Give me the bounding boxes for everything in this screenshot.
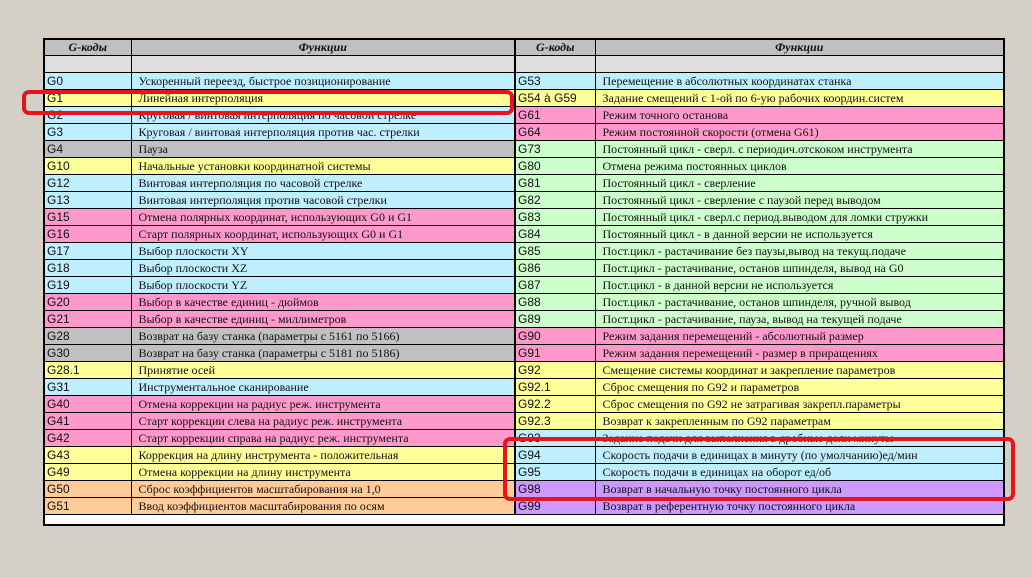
right-code-cell: G91 xyxy=(515,345,595,362)
header-left-functions: Функции xyxy=(131,40,515,56)
right-function-cell: Режим точного останова xyxy=(595,107,1003,124)
right-code-cell: G84 xyxy=(515,226,595,243)
left-function-cell: Выбор плоскости XZ xyxy=(131,260,515,277)
left-code-cell: G42 xyxy=(45,430,131,447)
left-function-cell: Начальные установки координатной системы xyxy=(131,158,515,175)
table-row xyxy=(45,379,1003,396)
right-code-cell: G61 xyxy=(515,107,595,124)
table-row xyxy=(45,396,1003,413)
table-row xyxy=(45,328,1003,345)
right-code-cell: G54 à G59 xyxy=(515,90,595,107)
right-code-cell: G81 xyxy=(515,175,595,192)
right-function-cell: Пост.цикл - растачивание, останов шпинделя, ручной вывод xyxy=(595,294,1003,311)
gcode-table xyxy=(45,40,1003,515)
right-code-cell: G87 xyxy=(515,277,595,294)
table-row xyxy=(45,243,1003,260)
right-function-cell: Пост.цикл - растачивание без паузы,вывод на текущ.подаче xyxy=(595,243,1003,260)
table-row xyxy=(45,260,1003,277)
right-code-cell: G98 xyxy=(515,481,595,498)
left-code-cell: G13 xyxy=(45,192,131,209)
left-code-cell: G41 xyxy=(45,413,131,430)
right-function-cell: Постоянный цикл - сверление xyxy=(595,175,1003,192)
left-code-cell: G2 xyxy=(45,107,131,124)
right-function-cell: Скорость подачи в единицах в минуту (по умолчанию)ед/мин xyxy=(595,447,1003,464)
left-function-cell: Ввод коэффициентов масштабирования по осям xyxy=(131,498,515,515)
left-code-cell: G49 xyxy=(45,464,131,481)
left-code-cell: G1 xyxy=(45,90,131,107)
right-code-cell: G92.1 xyxy=(515,379,595,396)
left-function-cell: Сброс коэффициентов масштабирования на 1,0 xyxy=(131,481,515,498)
left-code-cell: G10 xyxy=(45,158,131,175)
table-row xyxy=(45,498,1003,515)
right-code-cell: G80 xyxy=(515,158,595,175)
left-code-cell: G20 xyxy=(45,294,131,311)
left-code-cell: G21 xyxy=(45,311,131,328)
right-code-cell: G83 xyxy=(515,209,595,226)
table-header-row xyxy=(45,40,1003,56)
left-function-cell: Возврат на базу станка (параметры с 5181 по 5186) xyxy=(131,345,515,362)
table-row xyxy=(45,447,1003,464)
table-row xyxy=(45,311,1003,328)
right-code-cell: G86 xyxy=(515,260,595,277)
left-code-cell: G3 xyxy=(45,124,131,141)
right-code-cell: G82 xyxy=(515,192,595,209)
table-row xyxy=(45,345,1003,362)
left-function-cell: Принятие осей xyxy=(131,362,515,379)
left-code-cell: G17 xyxy=(45,243,131,260)
left-code-cell: G28.1 xyxy=(45,362,131,379)
header-right-functions: Функции xyxy=(595,40,1003,56)
right-function-cell: Скорость подачи в единицах на оборот ед/об xyxy=(595,464,1003,481)
right-code-cell: G92.3 xyxy=(515,413,595,430)
left-code-cell: G40 xyxy=(45,396,131,413)
left-function-cell: Старт коррекции слева на радиус реж. инструмента xyxy=(131,413,515,430)
left-code-cell: G28 xyxy=(45,328,131,345)
right-function-cell: Возврат к закрепленным по G92 параметрам xyxy=(595,413,1003,430)
right-function-cell: Задание смещений с 1-ой по 6-ую рабочих координ.систем xyxy=(595,90,1003,107)
right-function-cell: Постоянный цикл - сверл. с периодич.отскоком инструмента xyxy=(595,141,1003,158)
table-row xyxy=(45,73,1003,90)
table-row xyxy=(45,464,1003,481)
right-function-cell: Возврат в референтную точку постоянного цикла xyxy=(595,498,1003,515)
left-function-cell: Отмена коррекции на длину инструмента xyxy=(131,464,515,481)
left-function-cell: Выбор в качестве единиц - миллиметров xyxy=(131,311,515,328)
left-function-cell: Винтовая интерполяция по часовой стрелке xyxy=(131,175,515,192)
right-function-cell: Смещение системы координат и закрепление параметров xyxy=(595,362,1003,379)
left-function-cell: Выбор плоскости YZ xyxy=(131,277,515,294)
right-code-cell: G64 xyxy=(515,124,595,141)
right-code-cell: G92 xyxy=(515,362,595,379)
left-code-cell: G43 xyxy=(45,447,131,464)
left-function-cell: Пауза xyxy=(131,141,515,158)
table-row xyxy=(45,175,1003,192)
right-code-cell: G94 xyxy=(515,447,595,464)
table-row xyxy=(45,90,1003,107)
left-code-cell: G0 xyxy=(45,73,131,90)
right-code-cell: G89 xyxy=(515,311,595,328)
right-code-cell: G93 xyxy=(515,430,595,447)
left-code-cell: G4 xyxy=(45,141,131,158)
right-code-cell: G85 xyxy=(515,243,595,260)
left-code-cell: G12 xyxy=(45,175,131,192)
right-function-cell: Режим задания перемещений - размер в приращениях xyxy=(595,345,1003,362)
right-code-cell: G90 xyxy=(515,328,595,345)
table-row xyxy=(45,362,1003,379)
right-code-cell: G99 xyxy=(515,498,595,515)
left-function-cell: Ускоренный переезд, быстрое позиционирование xyxy=(131,73,515,90)
right-function-cell: Пост.цикл - растачивание, пауза, вывод на текущей подаче xyxy=(595,311,1003,328)
right-code-cell: G95 xyxy=(515,464,595,481)
right-function-cell: Пост.цикл - в данной версии не используется xyxy=(595,277,1003,294)
left-code-cell: G15 xyxy=(45,209,131,226)
table-row xyxy=(45,226,1003,243)
table-row xyxy=(45,141,1003,158)
left-function-cell: Круговая / винтовая интерполяция против час. стрелки xyxy=(131,124,515,141)
right-function-cell: Постоянный цикл - сверл.с период.выводом для ломки стружки xyxy=(595,209,1003,226)
right-function-cell: Сброс смещения по G92 и параметров xyxy=(595,379,1003,396)
left-function-cell: Винтовая интерполяция против часовой стрелки xyxy=(131,192,515,209)
left-code-cell: G51 xyxy=(45,498,131,515)
right-function-cell: Постоянный цикл - в данной версии не используется xyxy=(595,226,1003,243)
table-row xyxy=(45,481,1003,498)
right-function-cell: Постоянный цикл - сверление с паузой перед выводом xyxy=(595,192,1003,209)
table-spacer-row xyxy=(45,56,1003,73)
left-function-cell: Старт коррекции справа на радиус реж. инструмента xyxy=(131,430,515,447)
left-function-cell: Линейная интерполяция xyxy=(131,90,515,107)
right-code-cell: G53 xyxy=(515,73,595,90)
table-row xyxy=(45,430,1003,447)
right-function-cell: Сброс смещения по G92 не затрагивая закрепл.параметры xyxy=(595,396,1003,413)
left-code-cell: G30 xyxy=(45,345,131,362)
table-row xyxy=(45,124,1003,141)
left-code-cell: G16 xyxy=(45,226,131,243)
left-code-cell: G31 xyxy=(45,379,131,396)
left-function-cell: Старт полярных координат, использующих G0 и G1 xyxy=(131,226,515,243)
left-function-cell: Инструментальное сканирование xyxy=(131,379,515,396)
table-row xyxy=(45,294,1003,311)
right-function-cell: Задание подачи для выполнения в дробные доли минуты xyxy=(595,430,1003,447)
right-code-cell: G88 xyxy=(515,294,595,311)
left-function-cell: Отмена коррекции на радиус реж. инструмента xyxy=(131,396,515,413)
right-function-cell: Отмена режима постоянных циклов xyxy=(595,158,1003,175)
right-function-cell: Возврат в начальную точку постоянного цикла xyxy=(595,481,1003,498)
table-row xyxy=(45,277,1003,294)
left-code-cell: G18 xyxy=(45,260,131,277)
header-left-code: G-коды xyxy=(45,40,131,56)
table-row xyxy=(45,158,1003,175)
table-row xyxy=(45,192,1003,209)
left-function-cell: Коррекция на длину инструмента - положительная xyxy=(131,447,515,464)
table-row xyxy=(45,209,1003,226)
right-function-cell: Перемещение в абсолютных координатах станка xyxy=(595,73,1003,90)
left-function-cell: Круговая / винтовая интерполяция по часовой стрелке xyxy=(131,107,515,124)
right-function-cell: Режим задания перемещений - абсолютный размер xyxy=(595,328,1003,345)
right-code-cell: G73 xyxy=(515,141,595,158)
gcode-table-sheet xyxy=(43,38,1005,526)
left-function-cell: Выбор плоскости XY xyxy=(131,243,515,260)
left-function-cell: Отмена полярных координат, использующих G0 и G1 xyxy=(131,209,515,226)
left-function-cell: Выбор в качестве единиц - дюймов xyxy=(131,294,515,311)
left-code-cell: G19 xyxy=(45,277,131,294)
left-function-cell: Возврат на базу станка (параметры с 5161 по 5166) xyxy=(131,328,515,345)
left-code-cell: G50 xyxy=(45,481,131,498)
right-function-cell: Режим постоянной скорости (отмена G61) xyxy=(595,124,1003,141)
right-function-cell: Пост.цикл - растачивание, останов шпинделя, вывод на G0 xyxy=(595,260,1003,277)
header-right-code: G-коды xyxy=(515,40,595,56)
table-row xyxy=(45,107,1003,124)
table-row xyxy=(45,413,1003,430)
right-code-cell: G92.2 xyxy=(515,396,595,413)
